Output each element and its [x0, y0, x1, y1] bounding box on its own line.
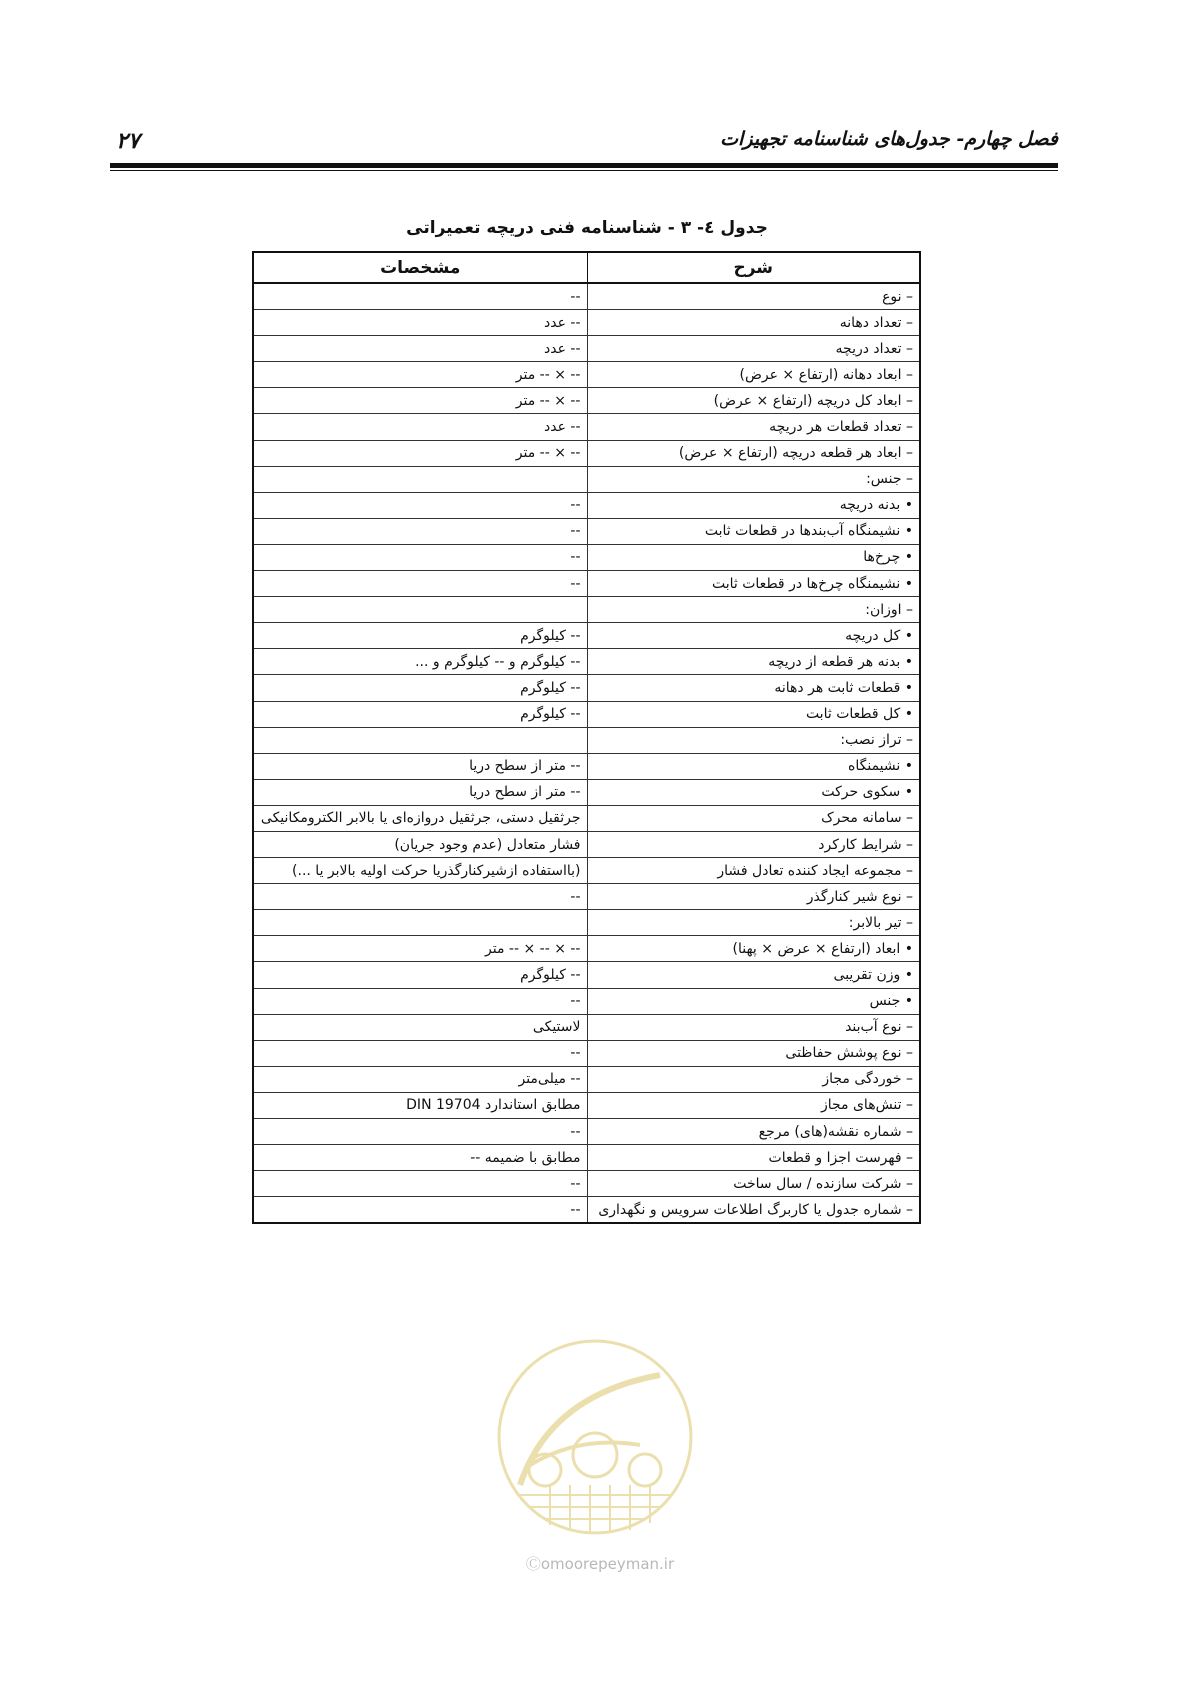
row-description: – تعداد قطعات هر دریچه: [587, 414, 920, 440]
table-row: [253, 1145, 920, 1171]
row-description: – تنش‌های مجاز: [587, 1092, 920, 1118]
table-row: [253, 805, 920, 831]
row-description: – ابعاد هر قطعه دریچه (ارتفاع × عرض): [587, 440, 920, 466]
table-header-row: [253, 252, 920, 283]
spec-table: [252, 251, 921, 1224]
table-row: [253, 336, 920, 362]
header-rule-thick: [110, 163, 1058, 168]
row-spec: لاستیکی: [253, 1014, 587, 1040]
table-row: [253, 753, 920, 779]
watermark-site: Ⓒomoorepeyman.ir: [525, 1555, 675, 1573]
row-spec: -- × -- متر: [253, 388, 587, 414]
row-spec: [253, 910, 587, 936]
row-spec: -- متر از سطح دریا: [253, 779, 587, 805]
table-row: [253, 492, 920, 518]
row-description: – نوع شیر کنارگذر: [587, 884, 920, 910]
table-row: [253, 649, 920, 675]
row-description: – شرکت سازنده / سال ساخت: [587, 1171, 920, 1197]
row-description: – نوع پوشش حفاظتی: [587, 1040, 920, 1066]
table-row: [253, 988, 920, 1014]
row-spec: فشار متعادل (عدم وجود جریان): [253, 831, 587, 857]
row-description: – نوع: [587, 283, 920, 310]
page-number: ۲۷: [116, 128, 140, 154]
row-description: – شرایط کارکرد: [587, 831, 920, 857]
row-description: – تراز نصب:: [587, 727, 920, 753]
row-spec: --: [253, 988, 587, 1014]
table-row: [253, 701, 920, 727]
row-spec: [253, 597, 587, 623]
row-description: – تعداد دریچه: [587, 336, 920, 362]
row-description: – سامانه محرک: [587, 805, 920, 831]
row-spec: (بااستفاده ازشیرکنارگذریا حرکت اولیه بالابر یا ...): [253, 858, 587, 884]
table-row: [253, 858, 920, 884]
row-spec: -- × -- متر: [253, 440, 587, 466]
row-spec: -- میلی‌متر: [253, 1066, 587, 1092]
watermark-stamp-icon: [490, 1335, 700, 1540]
row-spec: --: [253, 1171, 587, 1197]
table-row: [253, 1197, 920, 1224]
row-spec: [253, 727, 587, 753]
row-description: – خوردگی مجاز: [587, 1066, 920, 1092]
table-row: [253, 1119, 920, 1145]
row-spec: مطابق با ضمیمه --: [253, 1145, 587, 1171]
row-spec: -- عدد: [253, 310, 587, 336]
row-spec: -- × -- متر: [253, 362, 587, 388]
table-row: [253, 910, 920, 936]
row-spec: --: [253, 1040, 587, 1066]
row-description: – ابعاد کل دریچه (ارتفاع × عرض): [587, 388, 920, 414]
table-row: [253, 1040, 920, 1066]
table-row: [253, 466, 920, 492]
table-row: [253, 310, 920, 336]
row-description: – نوع آب‌بند: [587, 1014, 920, 1040]
table-row: [253, 1171, 920, 1197]
page-header: [110, 128, 1058, 168]
row-spec: --: [253, 1119, 587, 1145]
row-description: – جنس:: [587, 466, 920, 492]
row-spec: --: [253, 518, 587, 544]
table-row: [253, 362, 920, 388]
row-spec: -- متر از سطح دریا: [253, 753, 587, 779]
row-description: – تیر بالابر:: [587, 910, 920, 936]
row-description: • کل قطعات ثابت: [587, 701, 920, 727]
table-row: [253, 414, 920, 440]
row-spec: -- کیلوگرم: [253, 962, 587, 988]
table-row: [253, 1066, 920, 1092]
row-description: – ابعاد دهانه (ارتفاع × عرض): [587, 362, 920, 388]
row-description: • نشیمنگاه آب‌بندها در قطعات ثابت: [587, 518, 920, 544]
row-description: • نشیمنگاه چرخ‌ها در قطعات ثابت: [587, 571, 920, 597]
row-description: • جنس: [587, 988, 920, 1014]
table-row: [253, 884, 920, 910]
table-row: [253, 283, 920, 310]
header-rule-thin: [110, 170, 1058, 171]
row-description: • کل دریچه: [587, 623, 920, 649]
row-description: – تعداد دهانه: [587, 310, 920, 336]
table-row: [253, 675, 920, 701]
table-row: [253, 571, 920, 597]
row-spec: مطابق استاندارد DIN 19704: [253, 1092, 587, 1118]
table-row: [253, 831, 920, 857]
row-spec: --: [253, 283, 587, 310]
table-row: [253, 544, 920, 570]
row-spec: جرثقیل دستی، جرثقیل دروازه‌ای یا بالابر الکترومکانیکی: [253, 805, 587, 831]
row-spec: -- کیلوگرم: [253, 623, 587, 649]
table-row: [253, 936, 920, 962]
row-spec: --: [253, 544, 587, 570]
row-description: • چرخ‌ها: [587, 544, 920, 570]
table-row: [253, 623, 920, 649]
row-description: • سکوی حرکت: [587, 779, 920, 805]
row-description: • ابعاد (ارتفاع × عرض × پهنا): [587, 936, 920, 962]
table-row: [253, 518, 920, 544]
table-row: [253, 440, 920, 466]
row-description: – مجموعه ایجاد کننده تعادل فشار: [587, 858, 920, 884]
table-row: [253, 727, 920, 753]
column-header-specs: مشخصات: [253, 252, 587, 283]
row-spec: -- عدد: [253, 414, 587, 440]
column-header-description: شرح: [587, 252, 920, 283]
row-spec: -- × -- × -- متر: [253, 936, 587, 962]
row-spec: -- عدد: [253, 336, 587, 362]
row-spec: [253, 466, 587, 492]
table-row: [253, 1014, 920, 1040]
table-row: [253, 779, 920, 805]
row-description: – شماره نقشه(های) مرجع: [587, 1119, 920, 1145]
row-description: – شماره جدول یا کاربرگ اطلاعات سرویس و نگهداری: [587, 1197, 920, 1224]
row-description: • قطعات ثابت هر دهانه: [587, 675, 920, 701]
row-description: • نشیمنگاه: [587, 753, 920, 779]
row-spec: --: [253, 492, 587, 518]
row-description: – اوزان:: [587, 597, 920, 623]
table-row: [253, 388, 920, 414]
row-spec: --: [253, 884, 587, 910]
chapter-title: فصل چهارم- جدول‌های شناسنامه تجهیزات: [720, 128, 1058, 150]
row-spec: -- کیلوگرم و -- کیلوگرم و ...: [253, 649, 587, 675]
row-description: – فهرست اجزا و قطعات: [587, 1145, 920, 1171]
table-row: [253, 597, 920, 623]
row-description: • وزن تقریبی: [587, 962, 920, 988]
table-row: [253, 962, 920, 988]
row-description: • بدنه دریچه: [587, 492, 920, 518]
spec-table-body: [253, 283, 920, 1223]
table-row: [253, 1092, 920, 1118]
row-spec: -- کیلوگرم: [253, 701, 587, 727]
table-title: جدول ٤- ٣ - شناسنامه فنی دریچه تعمیراتی: [406, 218, 768, 238]
row-spec: -- کیلوگرم: [253, 675, 587, 701]
row-spec: --: [253, 571, 587, 597]
row-spec: --: [253, 1197, 587, 1224]
row-description: • بدنه هر قطعه از دریچه: [587, 649, 920, 675]
